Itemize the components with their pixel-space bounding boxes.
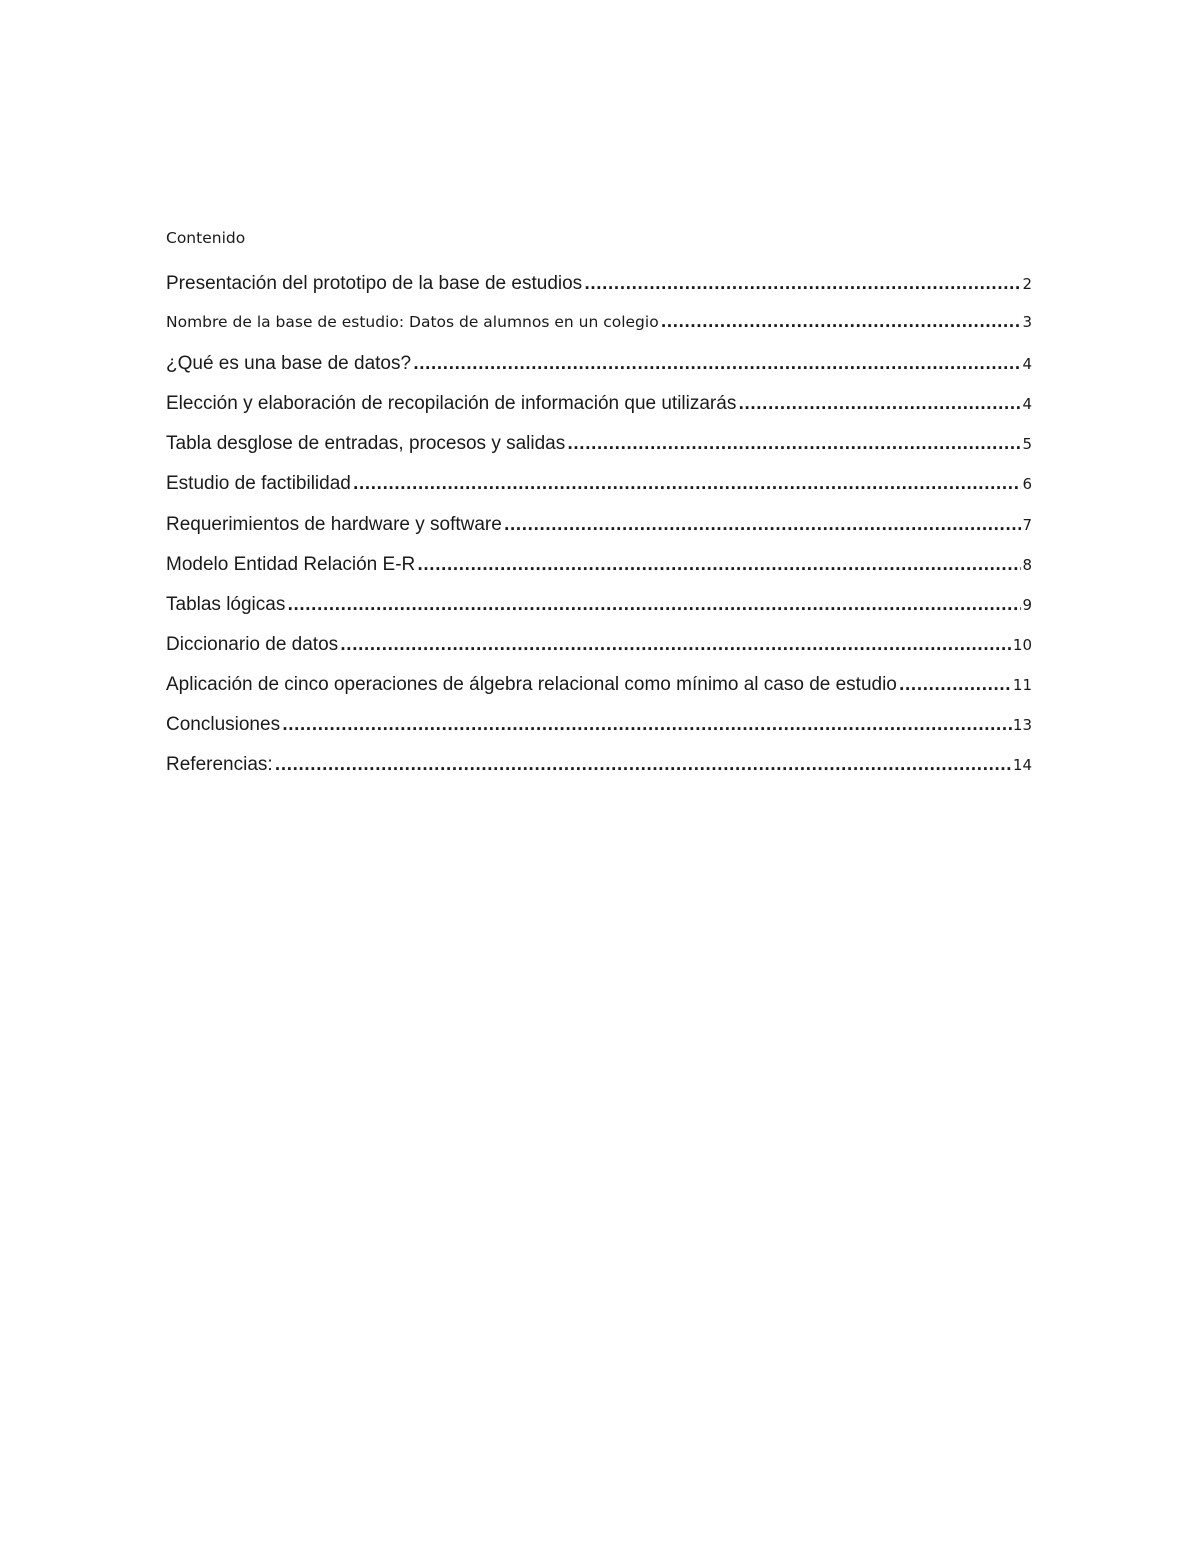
toc-dot-leader	[287, 596, 1021, 614]
toc-dot-leader	[584, 275, 1021, 293]
toc-entry-title: ¿Qué es una base de datos?	[166, 353, 412, 375]
toc-dot-leader	[353, 475, 1022, 493]
toc-dot-leader	[504, 516, 1022, 534]
toc-dot-leader	[738, 395, 1021, 413]
toc-entry-title: Tabla desglose de entradas, procesos y salidas	[166, 433, 566, 455]
toc-entry-title: Requerimientos de hardware y software	[166, 513, 502, 535]
toc-page-number: 7	[1022, 515, 1032, 534]
toc-page-number: 13	[1012, 716, 1032, 735]
toc-page-number: 14	[1012, 756, 1032, 775]
toc-entry[interactable]	[166, 594, 1032, 634]
toc-entry[interactable]	[166, 754, 1032, 794]
toc-entry[interactable]	[166, 393, 1032, 433]
toc-entry[interactable]	[166, 514, 1032, 554]
toc-entry-title: Elección y elaboración de recopilación de información que utilizarás	[166, 393, 737, 415]
toc-dot-leader	[275, 756, 1012, 774]
toc-entry-title: Modelo Entidad Relación E-R	[166, 553, 416, 575]
toc-entry[interactable]	[166, 473, 1032, 513]
toc-page-number: 4	[1022, 395, 1032, 414]
toc-entry-title: Aplicación de cinco operaciones de álgebra relacional como mínimo al caso de estudio	[166, 673, 897, 695]
table-of-contents	[166, 225, 1032, 776]
toc-page-number: 10	[1012, 635, 1032, 654]
toc-dot-leader	[282, 716, 1012, 734]
toc-entry[interactable]	[166, 554, 1032, 594]
toc-dot-leader	[413, 355, 1021, 373]
toc-dot-leader	[661, 313, 1022, 331]
toc-page-number: 3	[1022, 313, 1032, 332]
toc-list	[166, 273, 1032, 794]
toc-dot-leader	[899, 676, 1012, 694]
toc-entry[interactable]	[166, 714, 1032, 754]
toc-page-number: 4	[1022, 355, 1032, 374]
toc-entry-title: Tablas lógicas	[166, 593, 286, 615]
toc-entry-title: Referencias:	[166, 754, 273, 776]
toc-entry-title: Estudio de factibilidad	[166, 473, 351, 495]
toc-entry[interactable]	[166, 634, 1032, 674]
toc-entry-title: Diccionario de datos	[166, 633, 339, 655]
toc-page-number: 9	[1022, 595, 1032, 614]
toc-entry[interactable]	[166, 674, 1032, 714]
toc-heading: Contenido	[166, 229, 246, 247]
toc-entry[interactable]	[166, 273, 1032, 313]
toc-entry-title: Nombre de la base de estudio: Datos de alumnos en un colegio	[166, 313, 659, 332]
toc-page-number: 8	[1022, 555, 1032, 574]
toc-entry[interactable]	[166, 353, 1032, 393]
toc-entry[interactable]	[166, 313, 1032, 353]
toc-page-number: 2	[1022, 275, 1032, 293]
toc-dot-leader	[417, 556, 1021, 574]
toc-entry[interactable]	[166, 433, 1032, 473]
toc-entry-title: Presentación del prototipo de la base de estudios	[166, 273, 583, 294]
toc-page-number: 5	[1022, 435, 1032, 454]
toc-entry-title: Conclusiones	[166, 714, 281, 736]
toc-page-number: 11	[1012, 675, 1032, 694]
toc-dot-leader	[340, 636, 1012, 654]
toc-dot-leader	[567, 435, 1021, 453]
toc-page-number: 6	[1022, 475, 1032, 494]
